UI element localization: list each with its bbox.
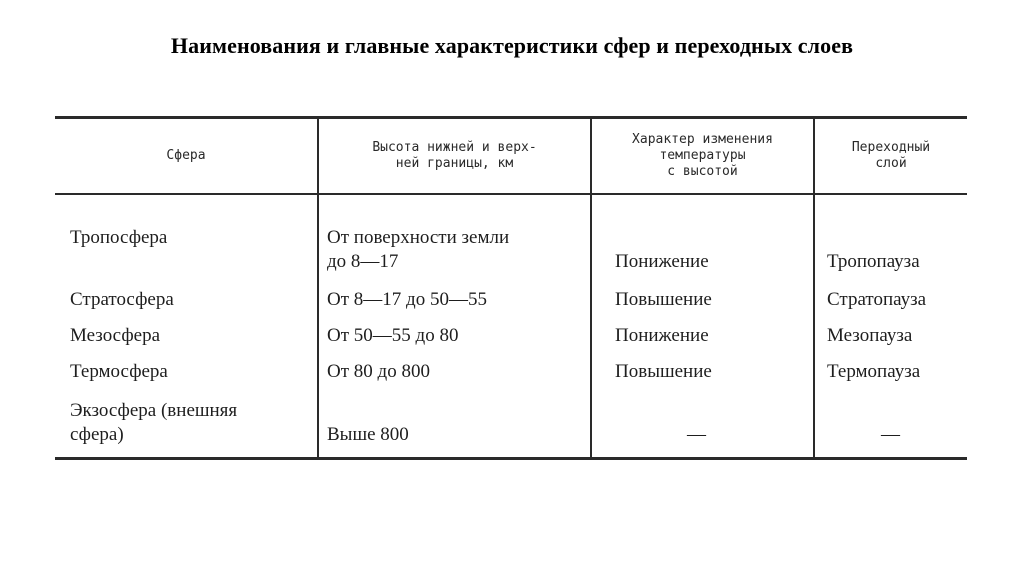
table-row-thermosphere-sphere: Термосфера — [70, 361, 168, 382]
table-header — [55, 119, 967, 195]
table-row-troposphere-layer: Тропопауза — [827, 251, 920, 272]
table-row-exosphere-altitude: Выше 800 — [327, 424, 409, 445]
header-sphere: Сфера — [166, 148, 206, 163]
table-row-mesosphere-sphere: Мезосфера — [70, 325, 161, 346]
header-temperature: Характер изменения температуры с высотой — [632, 132, 773, 179]
table-row-troposphere-temperature: Понижение — [615, 251, 709, 272]
table-row-exosphere-temperature: — — [687, 424, 706, 445]
table-row-thermosphere-temperature: Повышение — [615, 361, 712, 382]
table-row-stratosphere-sphere: Стратосфера — [70, 289, 174, 310]
header-altitude: Высота нижней и верх- ней границы, км — [372, 140, 537, 171]
table-row-stratosphere-altitude: От 8—17 до 50—55 — [327, 289, 487, 310]
table-row-thermosphere-altitude: От 80 до 800 — [327, 361, 430, 382]
table-row-thermosphere-layer: Термопауза — [827, 361, 921, 382]
table-row-stratosphere-temperature: Повышение — [615, 289, 712, 310]
table-row-troposphere-sphere: Тропосфера — [70, 227, 168, 248]
table-row-exosphere-sphere: Экзосфера (внешняя сфера) — [70, 400, 238, 445]
table-row-exosphere-layer: — — [881, 424, 900, 445]
table-row-mesosphere-temperature: Понижение — [615, 325, 709, 346]
table-row-mesosphere-altitude: От 50—55 до 80 — [327, 325, 459, 346]
table-row-troposphere-altitude: От поверхности земли до 8—17 — [327, 227, 510, 272]
table-row-stratosphere-layer: Стратопауза — [827, 289, 927, 310]
table-row-mesosphere-layer: Мезопауза — [827, 325, 913, 346]
spheres-table — [55, 116, 967, 460]
header-transition-layer: Переходный слой — [851, 140, 931, 171]
page-title: Наименования и главные характеристики сфер и переходных слоев — [170, 33, 854, 58]
